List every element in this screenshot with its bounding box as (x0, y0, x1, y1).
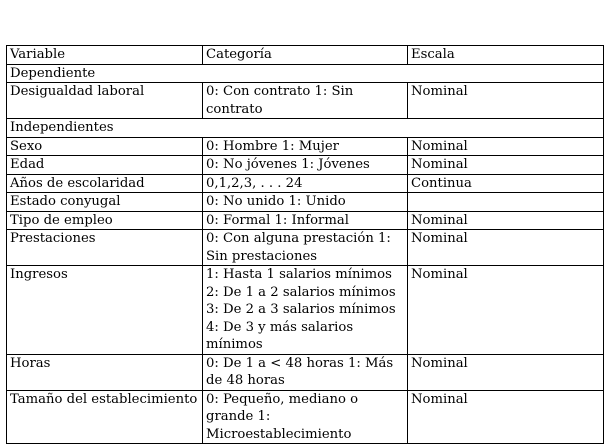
categoria-cell: 0: Pequeño, mediano o grande 1: Microestablecimiento (203, 390, 408, 444)
table-row (7, 354, 604, 390)
escala-cell: Nominal (408, 211, 604, 230)
escala-cell: Continua (408, 174, 604, 193)
escala-cell: Nominal (408, 137, 604, 156)
table-row (7, 230, 604, 266)
escala-cell: Nominal (408, 266, 604, 355)
table-row (7, 266, 604, 355)
section-label-dependiente: Dependiente (7, 64, 604, 83)
variables-table-container (6, 45, 603, 444)
categoria-cell: 0: Formal 1: Informal (203, 211, 408, 230)
table-row (7, 137, 604, 156)
categoria-cell: 0: Hombre 1: Mujer (203, 137, 408, 156)
table-row (7, 193, 604, 212)
escala-cell: Nominal (408, 354, 604, 390)
section-row-dependiente (7, 64, 604, 83)
variable-cell: Prestaciones (7, 230, 203, 266)
categoria-cell: 0: No jóvenes 1: Jóvenes (203, 156, 408, 175)
variable-cell: Sexo (7, 137, 203, 156)
categoria-cell: 0,1,2,3, . . . 24 (203, 174, 408, 193)
escala-cell: Nominal (408, 230, 604, 266)
escala-cell: Nominal (408, 83, 604, 119)
section-row-independientes (7, 119, 604, 138)
table-row (7, 390, 604, 444)
variable-cell: Edad (7, 156, 203, 175)
variable-cell: Tamaño del establecimiento (7, 390, 203, 444)
section-label-independientes: Independientes (7, 119, 604, 138)
variable-cell: Desigualdad laboral (7, 83, 203, 119)
header-row (7, 46, 604, 65)
table-row (7, 83, 604, 119)
variable-cell: Estado conyugal (7, 193, 203, 212)
variable-cell: Tipo de empleo (7, 211, 203, 230)
header-categoria: Categoría (203, 46, 408, 65)
variable-cell: Años de escolaridad (7, 174, 203, 193)
escala-cell (408, 193, 604, 212)
escala-cell: Nominal (408, 390, 604, 444)
table-row (7, 211, 604, 230)
categoria-cell: 0: Con alguna prestación 1: Sin prestaciones (203, 230, 408, 266)
header-variable: Variable (7, 46, 203, 65)
variable-cell: Ingresos (7, 266, 203, 355)
categoria-cell: 1: Hasta 1 salarios mínimos 2: De 1 a 2 salarios mínimos 3: De 2 a 3 salarios mínimos 4: De 3 y más salarios mínimos (203, 266, 408, 355)
categoria-cell: 0: Con contrato 1: Sin contrato (203, 83, 408, 119)
table-row (7, 174, 604, 193)
categoria-cell: 0: No unido 1: Unido (203, 193, 408, 212)
table-row (7, 156, 604, 175)
escala-cell: Nominal (408, 156, 604, 175)
header-escala: Escala (408, 46, 604, 65)
categoria-cell: 0: De 1 a < 48 horas 1: Más de 48 horas (203, 354, 408, 390)
variable-cell: Horas (7, 354, 203, 390)
variables-table (6, 45, 604, 444)
